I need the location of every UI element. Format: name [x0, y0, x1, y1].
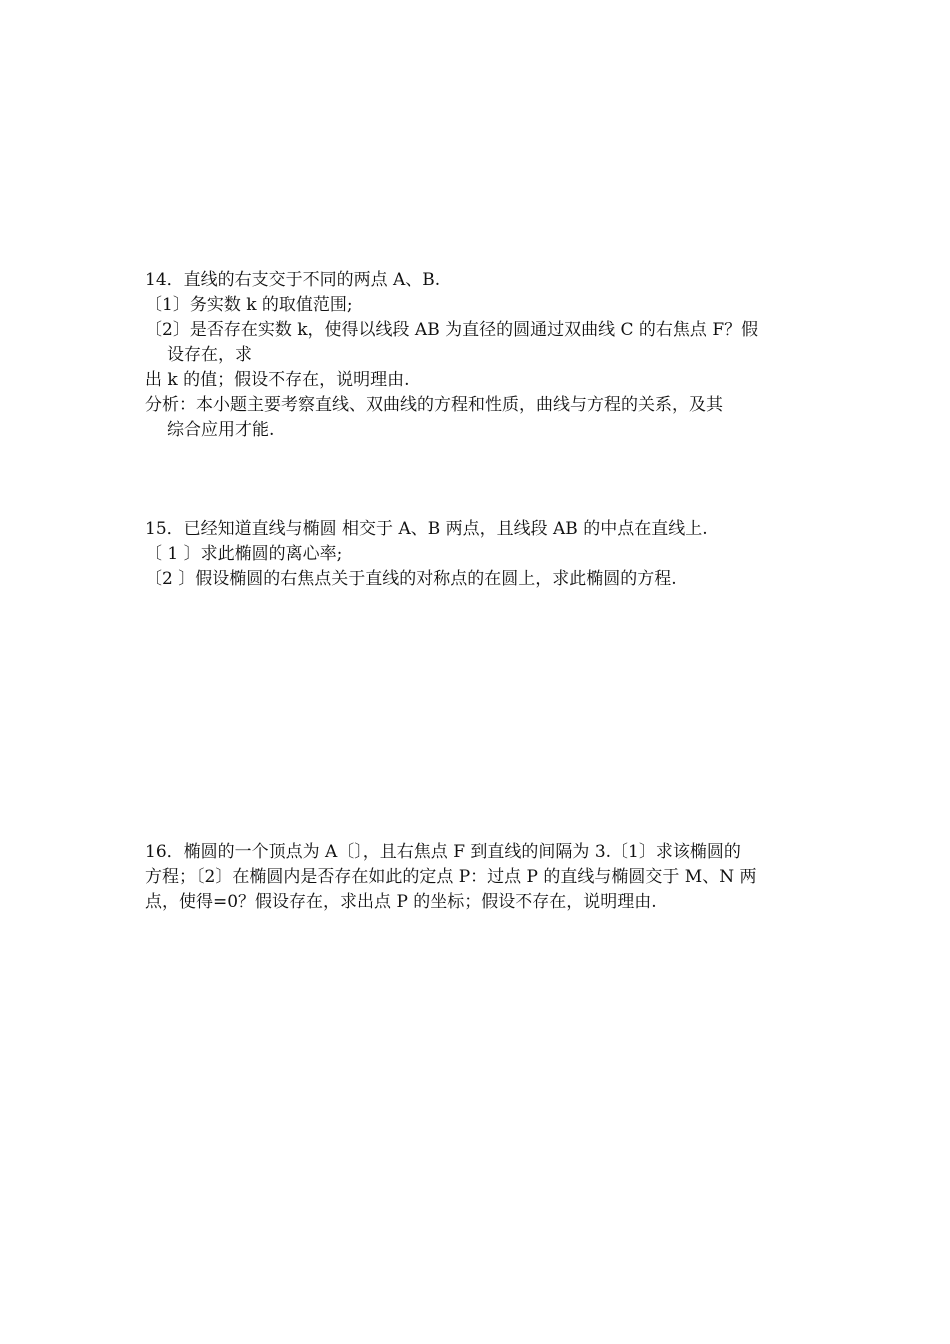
- problem-15-part-1: 〔 1 〕求此椭圆的离心率;: [145, 544, 343, 564]
- problem-14-part-1: 〔1〕务实数 k 的取值范围;: [145, 295, 353, 315]
- problem-15: [145, 517, 805, 592]
- problem-16-line-2: 方程；〔2〕在椭圆内是否存在如此的定点 P：过点 P 的直线与椭圆交于 M、N 两: [145, 867, 757, 887]
- problem-14: [145, 268, 805, 443]
- problem-14-analysis: 分析：本小题主要考察直线、双曲线的方程和性质，曲线与方程的关系，及其: [145, 395, 723, 415]
- problem-14-part-2-continued: 设存在，求: [167, 345, 252, 365]
- problem-14-analysis-continued: 综合应用才能.: [167, 420, 275, 440]
- problem-14-part-2-end: 出 k 的值；假设不存在，说明理由.: [145, 370, 410, 390]
- problem-16: [145, 840, 805, 915]
- problem-15-part-2: 〔2 〕假设椭圆的右焦点关于直线的对称点的在圆上，求此椭圆的方程.: [145, 569, 677, 589]
- problem-15-statement: 15．已经知道直线与椭圆 相交于 A、B 两点，且线段 AB 的中点在直线上.: [145, 519, 708, 539]
- problem-16-line-3: 点，使得=0？假设存在，求出点 P 的坐标；假设不存在，说明理由.: [145, 892, 657, 912]
- problem-16-line-1: 16．椭圆的一个顶点为 A〔〕，且右焦点 F 到直线的间隔为 3.〔1〕求该椭圆的: [145, 842, 741, 862]
- problem-14-statement: 14．直线的右支交于不同的两点 A、B.: [145, 270, 441, 290]
- problem-14-part-2: 〔2〕是否存在实数 k，使得以线段 AB 为直径的圆通过双曲线 C 的右焦点 F？假: [145, 320, 759, 340]
